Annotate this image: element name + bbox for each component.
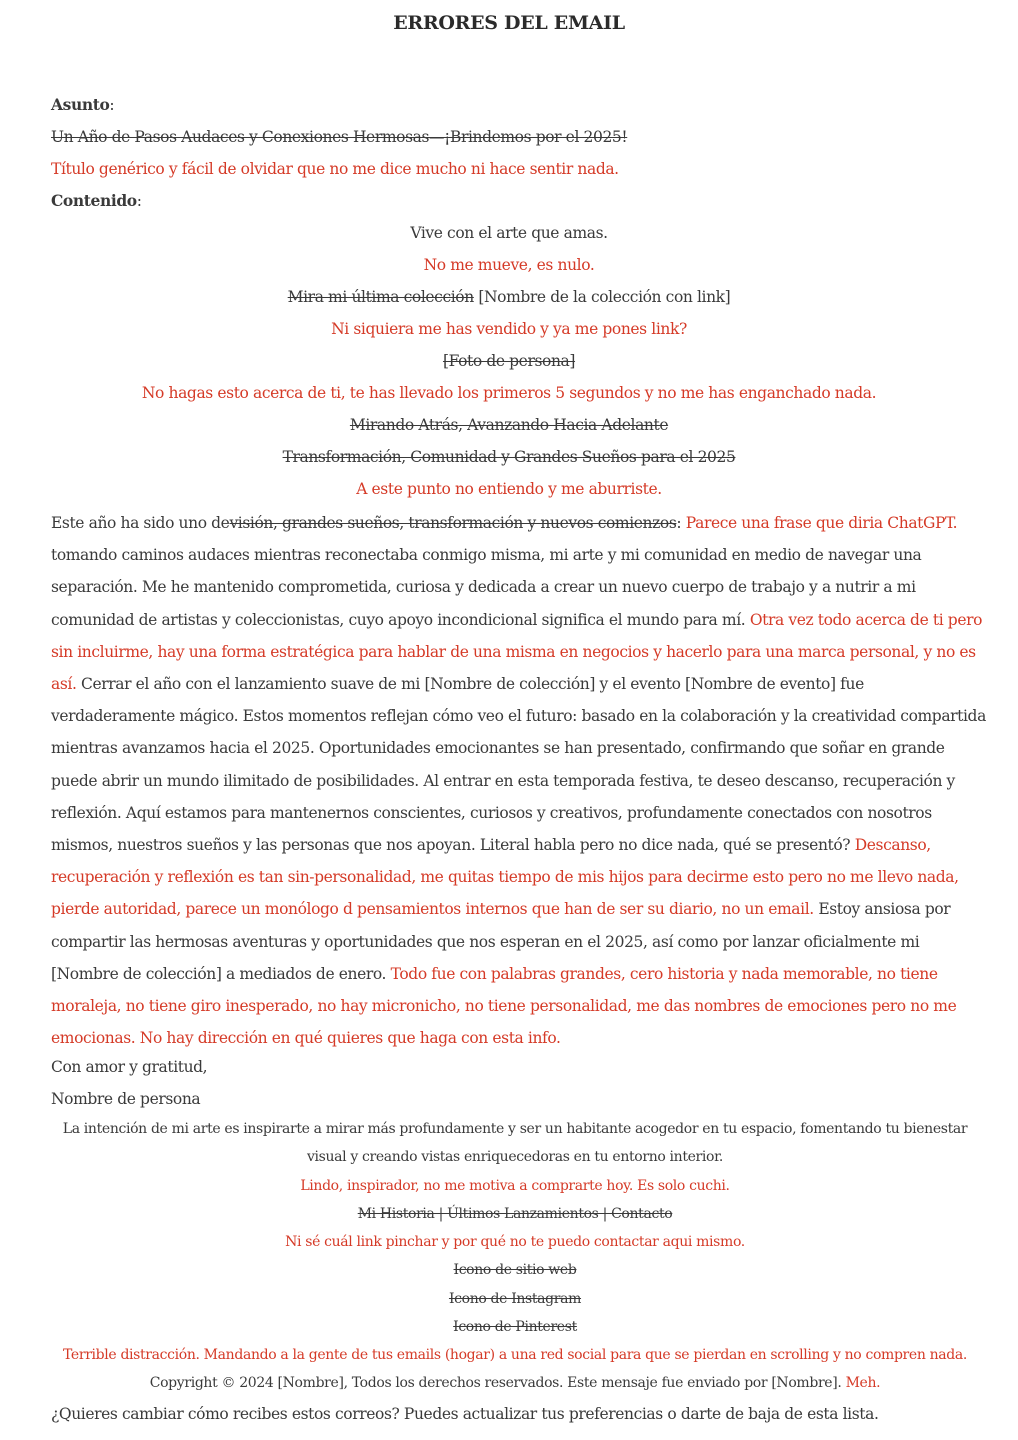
photo-placeholder: [Foto de persona] (442, 352, 576, 370)
icons-comment: Terrible distracción. Mandando a la gente de tus emails (hogar) a una red social para que se pierdan en scrolling y no compren nada. (63, 1347, 967, 1363)
unsubscribe-text[interactable]: ¿Quieres cambiar cómo recibes estos correos? Puedes actualizar tus preferencias o darte de baja de esta lista. (51, 1405, 879, 1423)
comment-4: Todo fue con palabras grandes, cero historia y nada memorable, no tiene moraleja, no tiene giro inesperado, no hay micronicho, no tiene personalidad, me das nombres de emociones pero no me emocionas. No hay dirección en qué quieres que haga con esta info. (51, 964, 957, 1048)
headings-comment: A este punto no entiendo y me aburriste. (356, 480, 662, 498)
comment-3: Descanso, recuperación y reflexión es tan sin-personalidad, me quitas tiempo de mis hijos para decirme esto pero no me llevo nada, pierde autoridad, parece un monólogo d pensamientos internos que han de ser su diario, no un email. (51, 836, 959, 919)
instagram-icon: Icono de Instagram (448, 1291, 582, 1307)
website-icon: Icono de sitio web (453, 1262, 577, 1278)
collection-struck: Mira mi última colección (287, 288, 474, 306)
tagline: Vive con el arte que amas. (410, 224, 608, 242)
subject-label-line: Asunto: (51, 95, 115, 114)
body-struck: visión, grandes sueños, transformación y nuevos comienzos (229, 514, 677, 532)
collection-comment: Ni siquiera me has vendido y ya me pones link? (331, 320, 687, 338)
subject-label: Asunto (51, 95, 110, 114)
links-comment: Ni sé cuál link pinchar y por qué no te puedo contactar aqui mismo. (285, 1234, 745, 1250)
tagline-comment: No me mueve, es nulo. (423, 256, 595, 274)
body-text-3: Cerrar el año con el lanzamiento suave de mi [Nombre de colección] y el evento [Nombre de evento] fue verdaderamente mágico. Estos momentos reflejan cómo veo el futuro: basado en la colaboración y la creatividad compartida mientras avanzamos hacia el 2025. Oportunidades emocionantes se han presentado, confirmando que soñar en grande puede abrir un mundo ilimitado de posibilidades. Al entrar en esta temporada festiva, te deseo descanso, recuperación y reflexión. Aquí estamos para mantenernos conscientes, curiosos y creativos, profundamente conectados con nosotros mismos, nuestros sueños y las personas que nos apoyan. Literal habla pero no dice nada, qué se presentó? (51, 675, 986, 855)
body-text-1: Este año ha sido uno de (51, 514, 230, 532)
copyright: Copyright © 2024 [Nombre], Todos los derechos reservados. Este mensaje fue enviado por [Nombre]. (149, 1375, 842, 1391)
intention-comment: Lindo, inspirador, no me motiva a comprarte hoy. Es solo cuchi. (300, 1178, 730, 1194)
comment-2: Otra vez todo acerca de ti pero sin incluirme, hay una forma estratégica para hablar de una misma en negocios y hacerlo para una marca personal, y no es así. (51, 610, 983, 694)
signoff: Con amor y gratitud, (51, 1058, 208, 1076)
body-colon: : (676, 514, 682, 532)
footer-links: Mi Historia | Últimos Lanzamientos | Contacto (357, 1206, 673, 1222)
photo-comment: No hagas esto acerca de ti, te has llevado los primeros 5 segundos y no me has enganchado nada. (141, 384, 877, 402)
pinterest-icon: Icono de Pinterest (453, 1319, 577, 1335)
intention-text: La intención de mi arte es inspirarte a mirar más profundamente y ser un habitante acogedor en tu espacio, fomentando tu bienestar visual y creando vistas enriquecedoras en tu entorno interior. (62, 1121, 968, 1166)
sender-name: Nombre de persona (51, 1090, 201, 1108)
subject-original: Un Año de Pasos Audaces y Conexiones Hermosas—¡Brindemos por el 2025! (51, 128, 628, 146)
collection-link[interactable]: [Nombre de la colección con link] (478, 288, 731, 306)
content-label-line: Contenido: (51, 191, 142, 210)
heading-two: Transformación, Comunidad y Grandes Sueños para el 2025 (282, 448, 736, 466)
page-title: ERRORES DEL EMAIL (393, 12, 625, 34)
heading-one: Mirando Atrás, Avanzando Hacia Adelante (349, 416, 669, 434)
comment-1: Parece una frase que diria ChatGPT. (685, 514, 958, 532)
body-text-2: tomando caminos audaces mientras reconectaba conmigo misma, mi arte y mi comunidad en medio de navegar una separación. Me he mantenido comprometida, curiosa y dedicada a crear un nuevo cuerpo de trabajo y a nutrir a mi comunidad de artistas y coleccionistas, cuyo apoyo incondicional significa el mundo para mí. (51, 546, 922, 629)
copyright-line (52, 1369, 978, 1397)
content-label: Contenido (51, 191, 137, 210)
subject-comment: Título genérico y fácil de olvidar que no me dice mucho ni hace sentir nada. (51, 160, 619, 178)
collection-line (0, 281, 1018, 313)
body-paragraph (51, 507, 986, 1054)
copyright-comment: Meh. (845, 1375, 881, 1391)
body-text-4: Estoy ansiosa por compartir las hermosas aventuras y oportunidades que nos esperan en el 2025, así como por lanzar oficialmente mi [Nombre de colección] a mediados de enero. (51, 900, 951, 983)
